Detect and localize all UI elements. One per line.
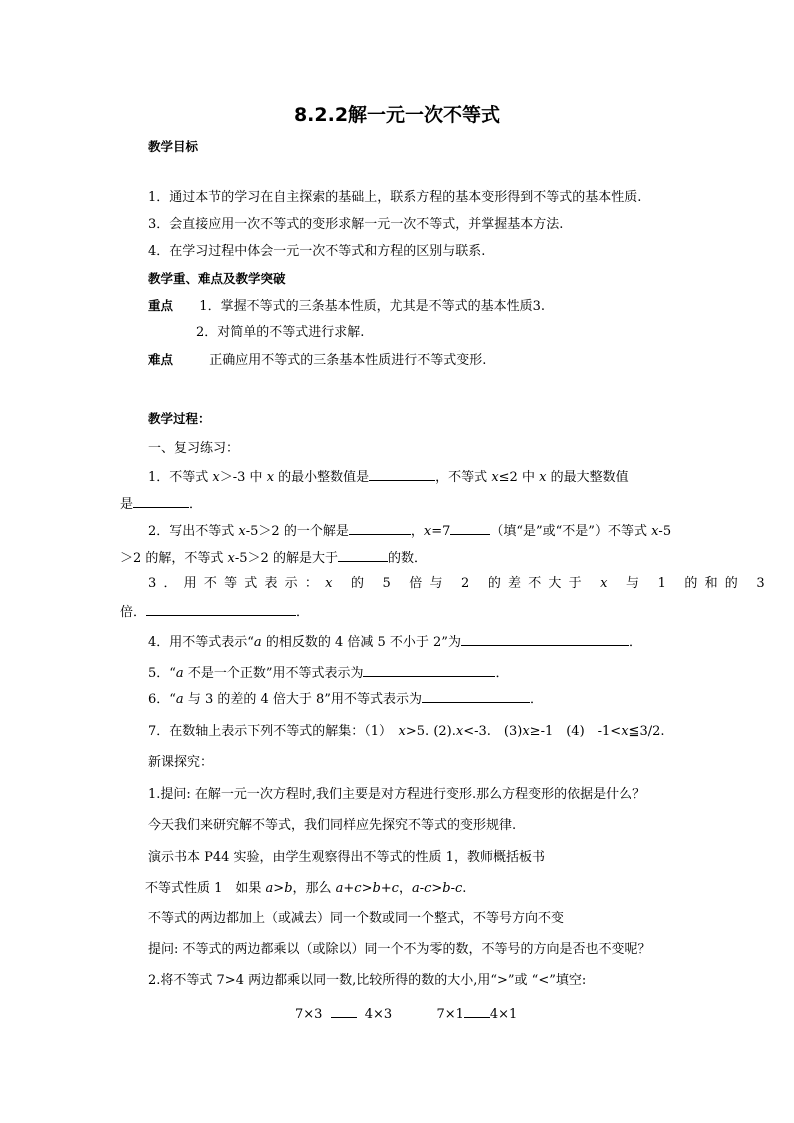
- var-x: x: [423, 524, 432, 539]
- text: 4×3: [364, 1007, 393, 1022]
- review-q1-line1: [148, 467, 629, 487]
- var-x: x: [455, 724, 464, 739]
- var-x: x: [539, 470, 547, 485]
- var-x: x: [227, 551, 235, 566]
- math: a>b: [265, 881, 293, 896]
- text: ≤2 中: [498, 470, 540, 485]
- difficulty-text: 正确应用不等式的三条基本性质进行不等式变形.: [209, 353, 487, 368]
- answer-blank[interactable]: [331, 1004, 357, 1018]
- text: -5＞2 的一个解是: [245, 524, 349, 539]
- var-x: x: [522, 724, 530, 739]
- new-p7: 2.将不等式 7>4 两边都乘以同一数,比较所得的数的大小,用“>”或 “<”填空:: [148, 973, 587, 988]
- text: 7×3: [295, 1007, 323, 1022]
- text: ，不等式: [435, 470, 492, 485]
- text: 1．不等式: [148, 470, 213, 485]
- new-p2: 今天我们来研究解不等式，我们同样应先探究不等式的变形规律.: [148, 818, 517, 833]
- var-a: a: [175, 666, 184, 681]
- review-q5: [148, 663, 508, 683]
- var-a: a: [175, 692, 184, 707]
- text: 是: [120, 497, 134, 512]
- answer-blank[interactable]: [422, 689, 530, 703]
- text: ＞2 的解，不等式: [120, 551, 228, 566]
- text: ≥-1 (4) -1<: [529, 724, 622, 739]
- review-q4: [148, 632, 642, 652]
- answer-blank[interactable]: [450, 521, 490, 535]
- section-process: 教学过程：: [148, 411, 211, 426]
- var-x: x: [325, 576, 340, 591]
- new-p4: [145, 880, 466, 898]
- text: 5．“: [148, 666, 176, 681]
- answer-blank[interactable]: [338, 548, 388, 562]
- answer-blank[interactable]: [349, 521, 411, 535]
- var-x: x: [600, 576, 615, 591]
- new-p1: 1.提问: 在解一元一次方程时,我们主要是对方程进行变形.那么方程变形的依据是什么？: [148, 787, 646, 802]
- text: ．: [495, 666, 509, 681]
- text: ，: [398, 881, 412, 896]
- text: 4．用不等式表示“: [148, 635, 254, 650]
- review-heading: 一、复习练习：: [148, 441, 240, 456]
- var-x: x: [266, 470, 275, 485]
- text: （填“是”或“不是”）不等式: [490, 524, 652, 539]
- var-x: x: [238, 524, 246, 539]
- objective-1: 1．通过本节的学习在自主探索的基础上，联系方程的基本变形得到不等式的基本性质.: [148, 190, 642, 205]
- text: 不等式性质 1 如果: [145, 881, 266, 896]
- keypoint-label: 重点: [148, 298, 174, 313]
- text: 7×1: [436, 1007, 464, 1022]
- var-x: x: [491, 470, 499, 485]
- text: 4×1: [489, 1007, 518, 1022]
- keypoint-item-1: 1．掌握不等式的三条基本性质，尤其是不等式的基本性质3.: [199, 299, 545, 314]
- text: -5＞2 的解是大于: [234, 551, 338, 566]
- math: a-c>b-c: [411, 881, 463, 896]
- text: ＞-3 中: [219, 470, 267, 485]
- text: 6．“: [148, 692, 176, 707]
- new-heading: 新课探究：: [148, 755, 214, 770]
- text: 与 3 的差的 4 倍大于 8”用不等式表示为: [183, 692, 422, 707]
- text: -5: [658, 524, 672, 539]
- review-q3-line1: [148, 575, 772, 593]
- keypoint-item-2: 2．对简单的不等式进行求解.: [196, 325, 365, 340]
- var-a: a: [253, 635, 262, 650]
- text: ，那么: [292, 881, 336, 896]
- objective-4: 4．在学习过程中体会一元一次不等式和方程的区别与联系.: [148, 244, 486, 259]
- text: ．: [529, 692, 543, 707]
- text: ．: [628, 635, 642, 650]
- review-q1-line2: [120, 494, 202, 514]
- text: 7．在数轴上表示下列不等式的解集：（1）: [148, 724, 399, 739]
- text: ，: [410, 524, 424, 539]
- section-objectives: 教学目标: [148, 139, 199, 154]
- text: 2．写出不等式: [148, 524, 239, 539]
- text: 3．用不等式表示：: [148, 576, 326, 591]
- new-p6: 提问: 不等式的两边都乘以（或除以）同一个不为零的数，不等号的方向是否也不变呢？: [148, 942, 651, 957]
- text: 的最小整数值是: [274, 470, 370, 485]
- text: <-3. (3): [463, 724, 523, 739]
- answer-blank[interactable]: [369, 467, 435, 481]
- difficulty-label: 难点: [148, 352, 174, 367]
- text: 不是一个正数”用不等式表示为: [183, 666, 364, 681]
- new-p5: 不等式的两边都加上（或减去）同一个数或同一个整式，不等号方向不变: [148, 911, 565, 926]
- new-p8: [295, 1004, 517, 1024]
- review-q3-line2: [120, 602, 309, 622]
- new-p3: 演示书本 P44 实验，由学生观察得出不等式的性质 1，教师概括板书: [148, 850, 545, 865]
- section-keypoints: 教学重、难点及教学突破: [148, 271, 286, 286]
- review-q2-line1: [148, 521, 671, 541]
- answer-blank[interactable]: [146, 602, 296, 616]
- text: 与 1 的和的 3: [614, 576, 772, 591]
- var-x: x: [651, 524, 659, 539]
- review-q2-line2: [120, 548, 427, 568]
- objective-3: 3．会直接应用一次不等式的变形求解一元一次不等式，并掌握基本方法.: [148, 217, 564, 232]
- text: 的数．: [387, 551, 427, 566]
- answer-blank[interactable]: [464, 1004, 490, 1018]
- var-x: x: [621, 724, 629, 739]
- text: ．: [189, 497, 203, 512]
- text: >5. (2).: [405, 724, 456, 739]
- difficulty-row: [148, 351, 486, 370]
- text: 的 5 倍与 2 的差不大于: [339, 576, 601, 591]
- text: ．: [296, 605, 310, 620]
- text: ≦3/2.: [628, 724, 665, 739]
- var-x: x: [398, 724, 406, 739]
- keypoint-row-1: [148, 297, 545, 316]
- text: 倍．: [120, 605, 147, 620]
- var-x: x: [212, 470, 220, 485]
- text: =7: [431, 524, 451, 539]
- review-q7: [148, 723, 665, 741]
- answer-blank[interactable]: [363, 663, 495, 677]
- math: a+c>b+c: [335, 881, 399, 896]
- text: .: [462, 881, 467, 896]
- answer-blank[interactable]: [461, 632, 629, 646]
- text: 的相反数的 4 倍减 5 不小于 2”为: [261, 635, 461, 650]
- text: 的最大整数值: [546, 470, 629, 485]
- review-q6: [148, 689, 543, 709]
- answer-blank[interactable]: [133, 494, 189, 508]
- document-title: 8.2.2解一元一次不等式: [293, 104, 501, 126]
